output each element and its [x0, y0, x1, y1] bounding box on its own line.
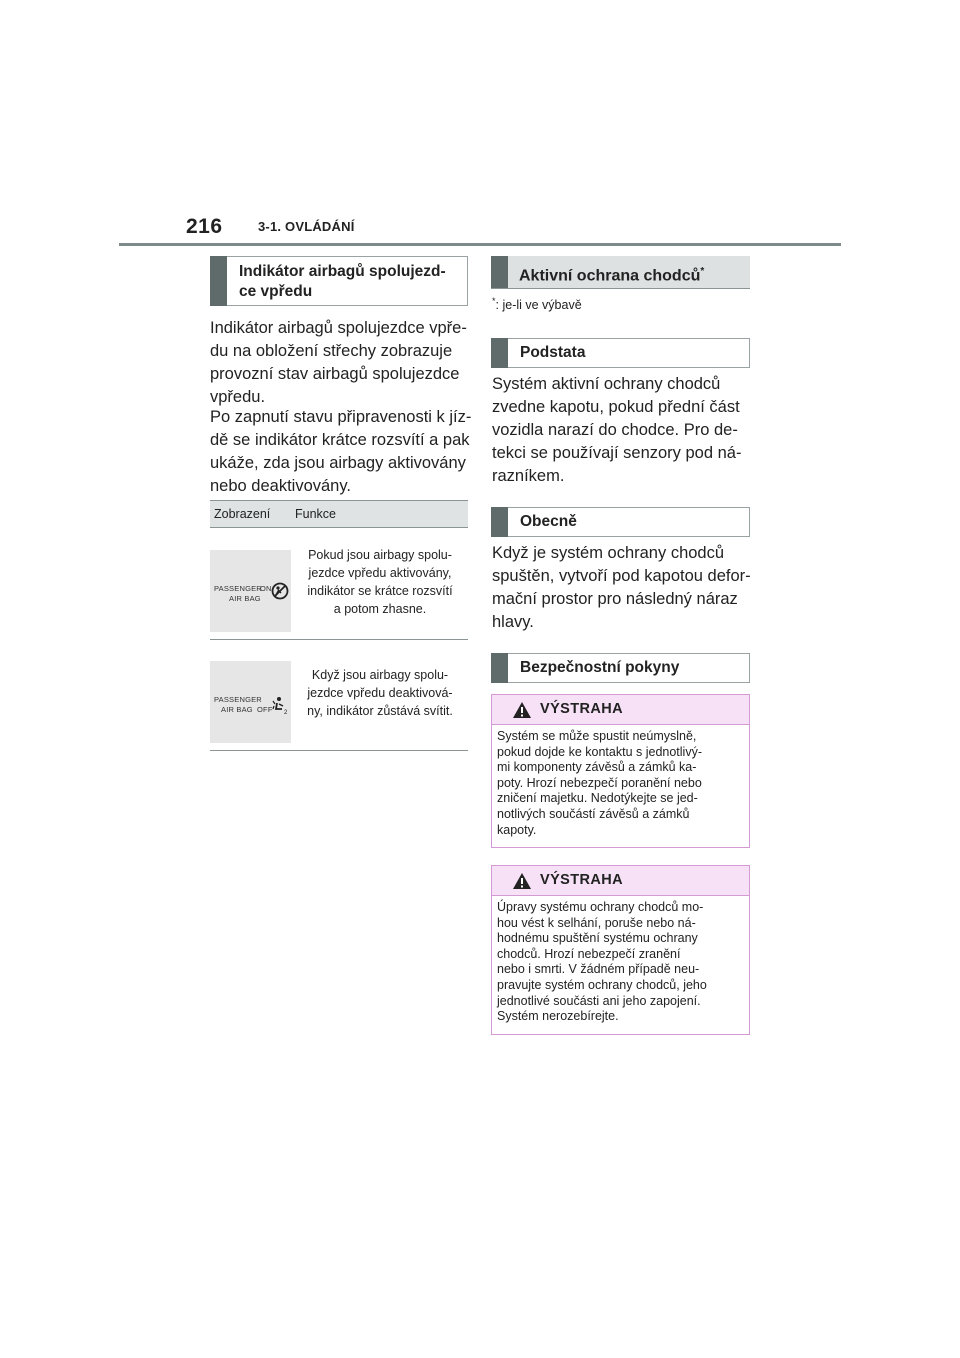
paragraph-general: Když je systém ochrany chodců spuštěn, vytvoří pod kapotou defor- mační prostor pro následný náraz hlavy. — [492, 544, 751, 631]
subheading-general — [491, 507, 750, 537]
warning-title: VÝSTRAHA — [540, 701, 623, 717]
column-header-function: Funkce — [295, 507, 336, 521]
heading-text: Podstata — [520, 344, 586, 361]
heading-text: Aktivní ochrana chodců* — [519, 266, 705, 285]
table-row-divider — [210, 750, 468, 751]
heading-bar — [210, 256, 227, 306]
warning-box-modifications — [491, 865, 750, 1035]
warning-triangle-icon — [512, 872, 532, 890]
heading-text: Bezpečnostní pokyny — [520, 659, 680, 676]
indicator-display-on: PASSENGER ON AIR BAG — [210, 550, 291, 632]
heading-bar — [491, 653, 508, 683]
subheading-principle — [491, 338, 750, 368]
airbag-off-seat-icon — [270, 695, 290, 715]
section-heading-airbag-indicator — [210, 256, 468, 306]
warning-title: VÝSTRAHA — [540, 872, 623, 888]
indicator-display-off: PASSENGER AIR BAG OFF 2 — [210, 661, 291, 743]
warning-header — [492, 695, 749, 725]
warning-header — [492, 866, 749, 896]
warning-text: Úpravy systému ochrany chodců mo- hou vést k selhání, poruše nebo ná- hodnému spuštění systému ochrany chodců. Hrozí nebezpečí zranění nebo i smrti. V žádném případě neu- pravujte systém ochrany chodců, jeho jednotlivé součásti ani jeho zapojení. Systém nerozebírejte. — [497, 900, 707, 1024]
subheading-safety-notes — [491, 653, 750, 683]
table-row-function-on: Pokud jsou airbagy spolu- jezdce vpředu aktivovány, indikátor se krátce rozsvítí a potom zhasne. — [307, 548, 453, 616]
page-number: 216 — [186, 215, 223, 238]
paragraph-intro: Indikátor airbagů spolujezdce vpře- du na obložení střechy zobrazuje provozní stav airbagů spolujezdce vpředu. — [210, 319, 467, 406]
heading-text: Obecně — [520, 513, 577, 530]
chapter-title: 3-1. OVLÁDÁNÍ — [258, 219, 355, 234]
paragraph-principle: Systém aktivní ochrany chodců zvedne kapotu, pokud přední část vozidla narazí do chodce. Pro de- tekci se používají senzory pod ná- razníkem. — [492, 375, 742, 485]
airbag-on-crossed-icon — [271, 582, 289, 600]
table-header — [210, 500, 468, 528]
column-header-display: Zobrazení — [214, 507, 271, 521]
heading-bar — [491, 507, 508, 537]
warning-text: Systém se může spustit neúmyslně, pokud dojde ke kontaktu s jednotlivý- mi komponenty závěsů a zámků ka- poty. Hrozí nebezpečí poranění nebo zničení majetku. Nedotýkejte se jed- notlivých součástí závěsů a zámků kapoty. — [497, 729, 702, 837]
section-heading-pedestrian-protection — [491, 256, 750, 289]
header-rule — [119, 243, 841, 246]
warning-triangle-icon — [512, 701, 532, 719]
heading-bar — [491, 338, 508, 368]
heading-bar — [491, 256, 508, 288]
warning-box-unintended-trigger — [491, 694, 750, 848]
footnote-optional-equipment: *: je-li ve výbavě — [492, 296, 582, 313]
svg-text:2: 2 — [284, 710, 288, 715]
table-row-divider — [210, 639, 468, 640]
paragraph-startup: Po zapnutí stavu připravenosti k jíz- dě se indikátor krátce rozsvítí a pak ukáže, zda jsou airbagy aktivovány nebo deaktivovány. — [210, 408, 472, 495]
table-row-function-off: Když jsou airbagy spolu- jezdce vpředu deaktivová- ny, indikátor zůstává svítit. — [307, 668, 453, 718]
heading-text: Indikátor airbagů spolujezd- ce vpředu — [239, 263, 446, 300]
